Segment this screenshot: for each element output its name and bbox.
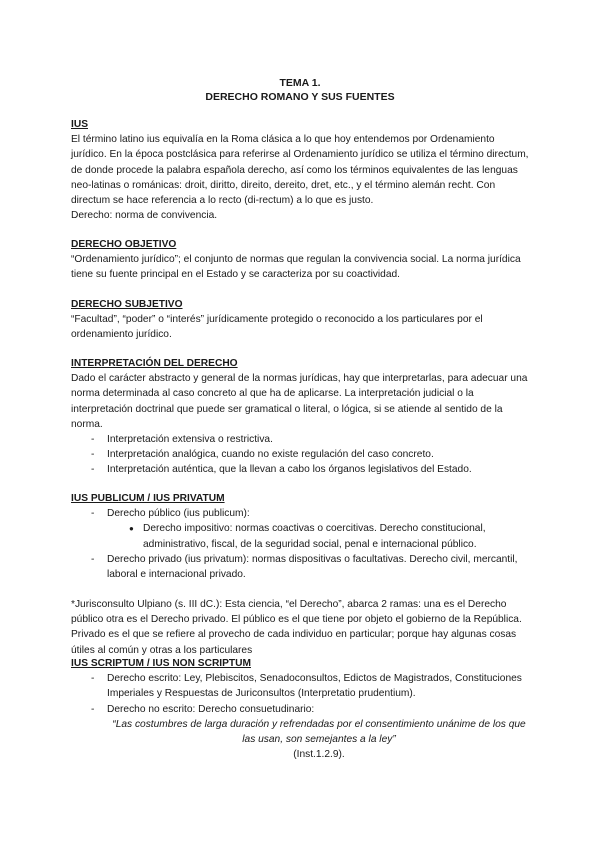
scriptum-list	[71, 671, 531, 717]
quote-citation: (Inst.1.2.9).	[293, 749, 345, 761]
list-item: ● Derecho impositivo: normas coactivas o coercitivas. Derecho constitucional, administrativo, fiscal, de la seguridad social, penal e internacional público.	[129, 523, 486, 550]
title-line-2: DERECHO ROMANO Y SUS FUENTES	[205, 91, 395, 103]
section-derecho-subjetivo	[71, 297, 531, 343]
list-item: - Interpretación analógica, cuando no existe regulación del caso concreto.	[91, 449, 434, 461]
subjetivo-paragraph: “Facultad”, “poder” o “interés” jurídicamente protegido o reconocido a los particulares por el ordenamiento jurídico.	[71, 314, 483, 341]
subjetivo-heading: DERECHO SUBJETIVO	[71, 299, 183, 310]
list-item: - Interpretación extensiva o restrictiva.	[91, 434, 273, 446]
section-ius	[71, 117, 531, 223]
objetivo-heading: DERECHO OBJETIVO	[71, 239, 177, 250]
section-ius-publicum	[71, 491, 531, 582]
publicum-list-2	[71, 552, 531, 582]
ulpiano-quote: “Las costumbres de larga duración y refrendadas por el consentimiento unánime de los que las usan, son semejantes a la ley”	[112, 718, 526, 746]
scriptum-heading: IUS SCRIPTUM / IUS NON SCRIPTUM	[71, 658, 251, 669]
interpretacion-paragraph: Dado el carácter abstracto y general de la normas jurídicas, hay que interpretarlas, para adecuar una norma determinada al caso concreto al que ha de aplicarse. La interpretación judicial o la interpretación doctrinal que puede ser gramatical o literal, o lógica, si se atiende al sentido de la norma.	[71, 373, 528, 430]
publicum-heading: IUS PUBLICUM / IUS PRIVATUM	[71, 493, 225, 504]
list-item: - Derecho público (ius publicum):	[91, 508, 250, 520]
objetivo-paragraph: “Ordenamiento jurídico”; el conjunto de normas que regulan la convivencia social. La norma jurídica tiene su fuente principal en el Estado y se caracteriza por su coactividad.	[71, 254, 521, 281]
publicum-list	[71, 506, 531, 521]
interpretacion-list	[71, 432, 531, 478]
title-line-1: TEMA 1.	[279, 77, 321, 89]
section-interpretacion	[71, 356, 531, 478]
list-item: - Interpretación auténtica, que la llevan a cabo los órganos legislativos del Estado.	[91, 464, 472, 476]
ius-heading: IUS	[71, 119, 88, 130]
publicum-sublist	[71, 521, 531, 551]
section-ulpiano	[71, 597, 531, 658]
section-derecho-objetivo	[71, 237, 531, 283]
interpretacion-heading: INTERPRETACIÓN DEL DERECHO	[71, 358, 238, 369]
section-ius-scriptum	[71, 656, 531, 762]
list-item: - Derecho privado (ius privatum): normas dispositivas o facultativas. Derecho civil, mercantil, laboral e internacional privado.	[91, 553, 518, 581]
ulpiano-paragraph: *Jurisconsulto Ulpiano (s. III dC.): Esta ciencia, “el Derecho”, abarca 2 ramas: una es el Derecho público otra es el Derecho privado. El público es el que tiene por objeto el gobierno de la República. Privado es el que se refiere al provecho de cada individuo en particular; porque hay algunas cosas útiles al común y otras a los particulares	[71, 599, 522, 656]
list-item: - Derecho escrito: Ley, Plebiscitos, Senadoconsultos, Edictos de Magistrados, Constituciones Imperiales y Respuestas de Juriconsultos (Interpretatio prudentium).	[91, 673, 522, 700]
list-item: - Derecho no escrito: Derecho consuetudinario:	[91, 703, 315, 715]
ius-definition: Derecho: norma de convivencia.	[71, 210, 218, 222]
ius-paragraph: El término latino ius equivalía en la Roma clásica a lo que hoy entendemos por Ordenamiento jurídico. En la época postclásica para referirse al Ordenamiento jurídico se utiliza el término directum, de donde procede la palabra española derecho, así como los términos equivalentes de las lenguas neo-latinas o románicas: droit, diritto, direito, dereito, dret, etc., y el término alemán recht. Con directum se hace referencia a lo recto (di-rectum) a lo que es justo.	[71, 134, 529, 207]
